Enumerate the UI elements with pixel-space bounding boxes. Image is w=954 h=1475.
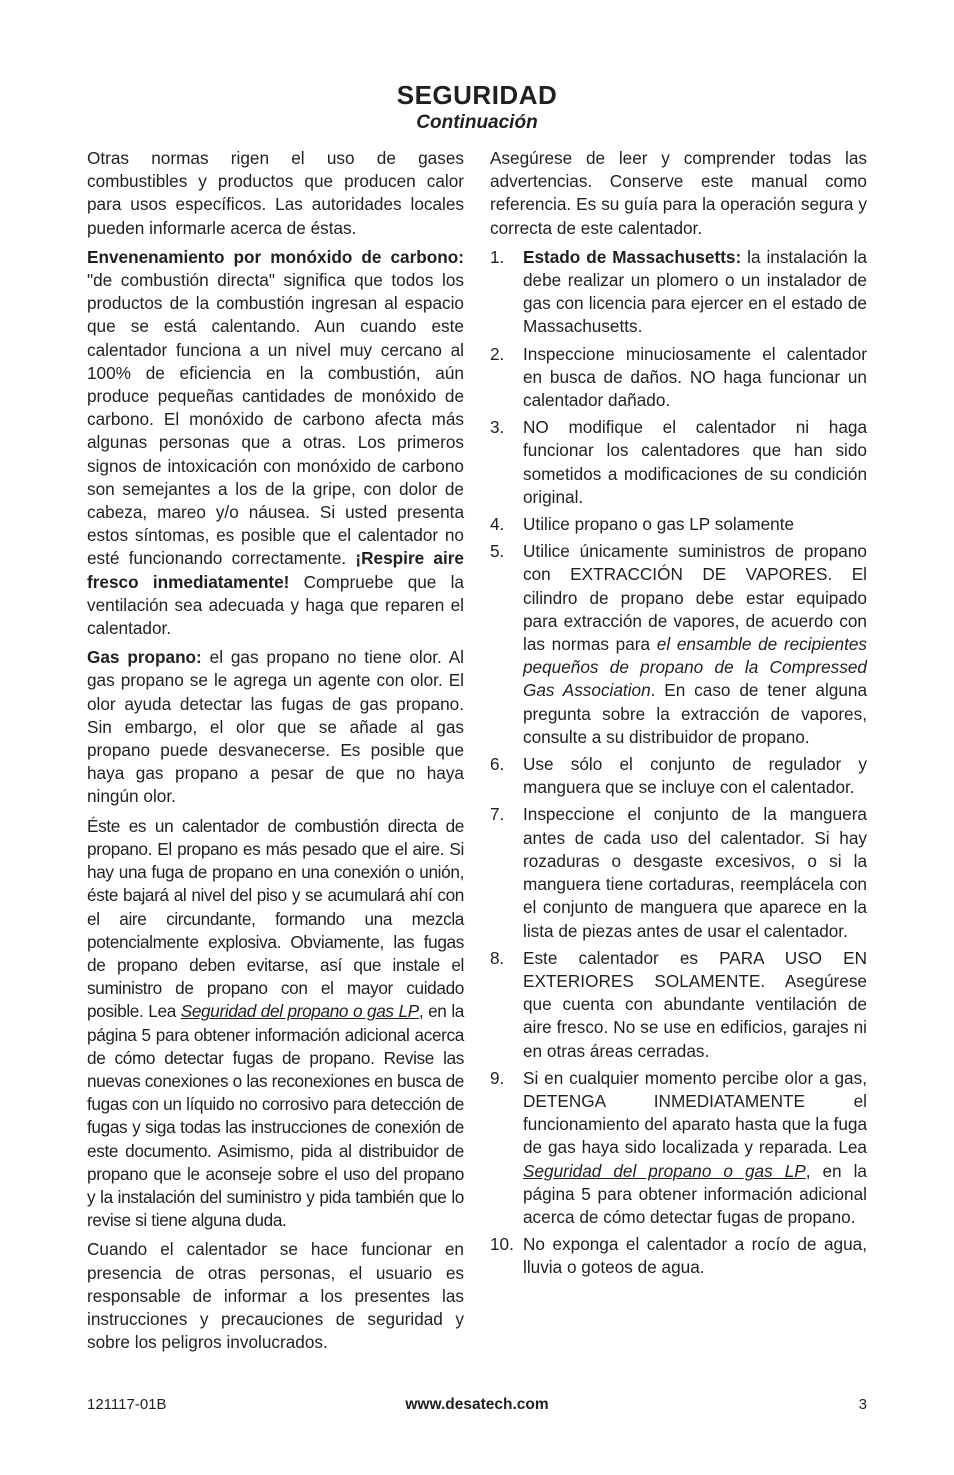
list-item: 7. Inspeccione el conjunto de la manguera antes de cada uso del calentador. Si hay rozaduras o desgaste excesivos, o si la manguera tiene cortaduras, reemplácela con el conjunto de manguera que aparece en la lista de piezas antes de usar el calentador.	[490, 804, 867, 941]
list-item: 1. Estado de Massachusetts: la instalación la debe realizar un plomero o un instalador de gas con licencia para ejercer en el estado de Massachusetts.	[490, 246, 867, 337]
propane-safety-link[interactable]: Seguridad del propano o gas LP	[180, 1001, 419, 1022]
list-item: 5. Utilice únicamente suministros de propano con EXTRACCIÓN DE VAPORES. El cilindro de propano debe estar equipado para extracción de vapores, de acuerdo con las normas para el ensamble de recipientes pequeños de propano de la Compressed Gas Association. En caso de tener alguna pregunta sobre la extracción de vapores, consulte a su distribuidor de propano.	[490, 541, 868, 747]
paragraph-carbon-monoxide: Envenenamiento por monóxido de carbono: "de combustión directa" significa que todos los productos de la combustión ingresan al espacio que se está calentando. Aun cuando este calentador funciona a un nivel muy cercano al 100% de eficiencia en la combustión, aún produce pequeñas cantidades de monóxido de carbono. El monóxido de carbono afecta más algunas personas que a otras. Los primeros signos de intoxicación con monóxido de carbono son semejantes a los de la gripe, con dolor de cabeza, mareo y/o náusea. Si usted presenta estos síntomas, es posible que el calentador no esté funcionando correctamente. ¡Respire aire fresco inmediatamente! Compruebe que la ventilación sea adecuada y haga que reparen el calentador.	[87, 246, 464, 639]
paragraph-propane-gas: Gas propano: el gas propano no tiene olor. Al gas propano se le agrega un agente con olor. El olor ayuda detectar las fugas de gas propano. Sin embargo, el olor que se añade al gas propano puede desvanecerse. Es posible que haya gas propano a pesar de que no haya ningún olor.	[87, 647, 464, 807]
propane-safety-link[interactable]: Seguridad del propano o gas LP	[523, 1160, 806, 1181]
list-item: 3. NO modifique el calentador ni haga funcionar los calentadores que han sido sometidos a modificaciones de su condición original.	[490, 417, 867, 507]
page-header	[0, 80, 954, 136]
page-footer	[87, 1396, 867, 1416]
left-column	[87, 147, 464, 1360]
page-number: 3	[858, 1396, 867, 1413]
list-item: 2. Inspeccione minuciosamente el calentador en busca de daños. NO haga funcionar un calentador dañado.	[490, 343, 867, 411]
paragraph-read-warnings: Asegúrese de leer y comprender todas las advertencias. Conserve este manual como referencia. Es su guía para la operación segura y correcta de este calentador.	[490, 148, 867, 238]
paragraph-direct-combustion: Éste es un calentador de combustión directa de propano. El propano es más pesado que el aire. Si hay una fuga de propano en una conexión o unión, éste bajará al nivel del piso y se acumulará ahí con el aire circundante, formando una mezcla potencialmente explosiva. Obviamente, las fugas de propano deben evitarse, así que instale el suministro de propano con el mayor cuidado posible. Lea Seguridad del propano o gas LP, en la página 5 para obtener información adicional acerca de cómo detectar fugas de propano. Revise las nuevas conexiones o las reconexiones en busca de fugas con un líquido no corrosivo para detección de fugas y siga todas las instrucciones de conexión de este documento. Asimismo, pida al distribuidor de propano que le aconseje sobre el uso del propano y la instalación del suministro y pida también que lo revise si tiene alguna duda.	[87, 815, 464, 1231]
list-item: 9. Si en cualquier momento percibe olor a gas, DETENGA INMEDIATAMENTE el funcionamiento del aparato hasta que la fuga de gas haya sido localizada y reparada. Lea Seguridad del propano o gas LP, en la página 5 para obtener información adicional acerca de cómo detectar fugas de propano.	[490, 1067, 868, 1227]
right-column	[490, 147, 867, 1284]
safety-list	[490, 246, 867, 1280]
list-item: 8. Este calentador es PARA USO EN EXTERIORES SOLAMENTE. Asegúrese que cuenta con abundante ventilación de aire fresco. No se use en edificios, garajes ni en otras áreas cerradas.	[490, 947, 867, 1061]
list-item: 10. No exponga el calentador a rocío de agua, lluvia o goteos de agua.	[490, 1234, 867, 1278]
section-title: SEGURIDAD	[396, 80, 558, 110]
website-link[interactable]: www.desatech.com	[405, 1396, 549, 1413]
paragraph-user-responsibility: Cuando el calentador se hace funcionar en presencia de otras personas, el usuario es responsable de informar a los presentes las instrucciones y precauciones de seguridad y sobre los peligros involucrados.	[87, 1239, 464, 1353]
carbon-monoxide-heading: Envenenamiento por monóxido de carbono:	[87, 246, 464, 267]
propane-gas-heading: Gas propano:	[87, 647, 202, 668]
list-item: 4. Utilice propano o gas LP solamente	[490, 514, 795, 535]
paragraph-other-standards: Otras normas rigen el uso de gases combustibles y productos que producen calor para usos específicos. Las autoridades locales pueden informarle acerca de éstas.	[87, 148, 464, 238]
list-item: 6. Use sólo el conjunto de regulador y manguera que se incluye con el calentador.	[490, 754, 867, 798]
document-number: 121117-01B	[87, 1396, 167, 1413]
section-subtitle: Continuación	[416, 112, 538, 133]
fresh-air-warning: ¡Respire aire fresco inmediatamente!	[87, 548, 464, 592]
